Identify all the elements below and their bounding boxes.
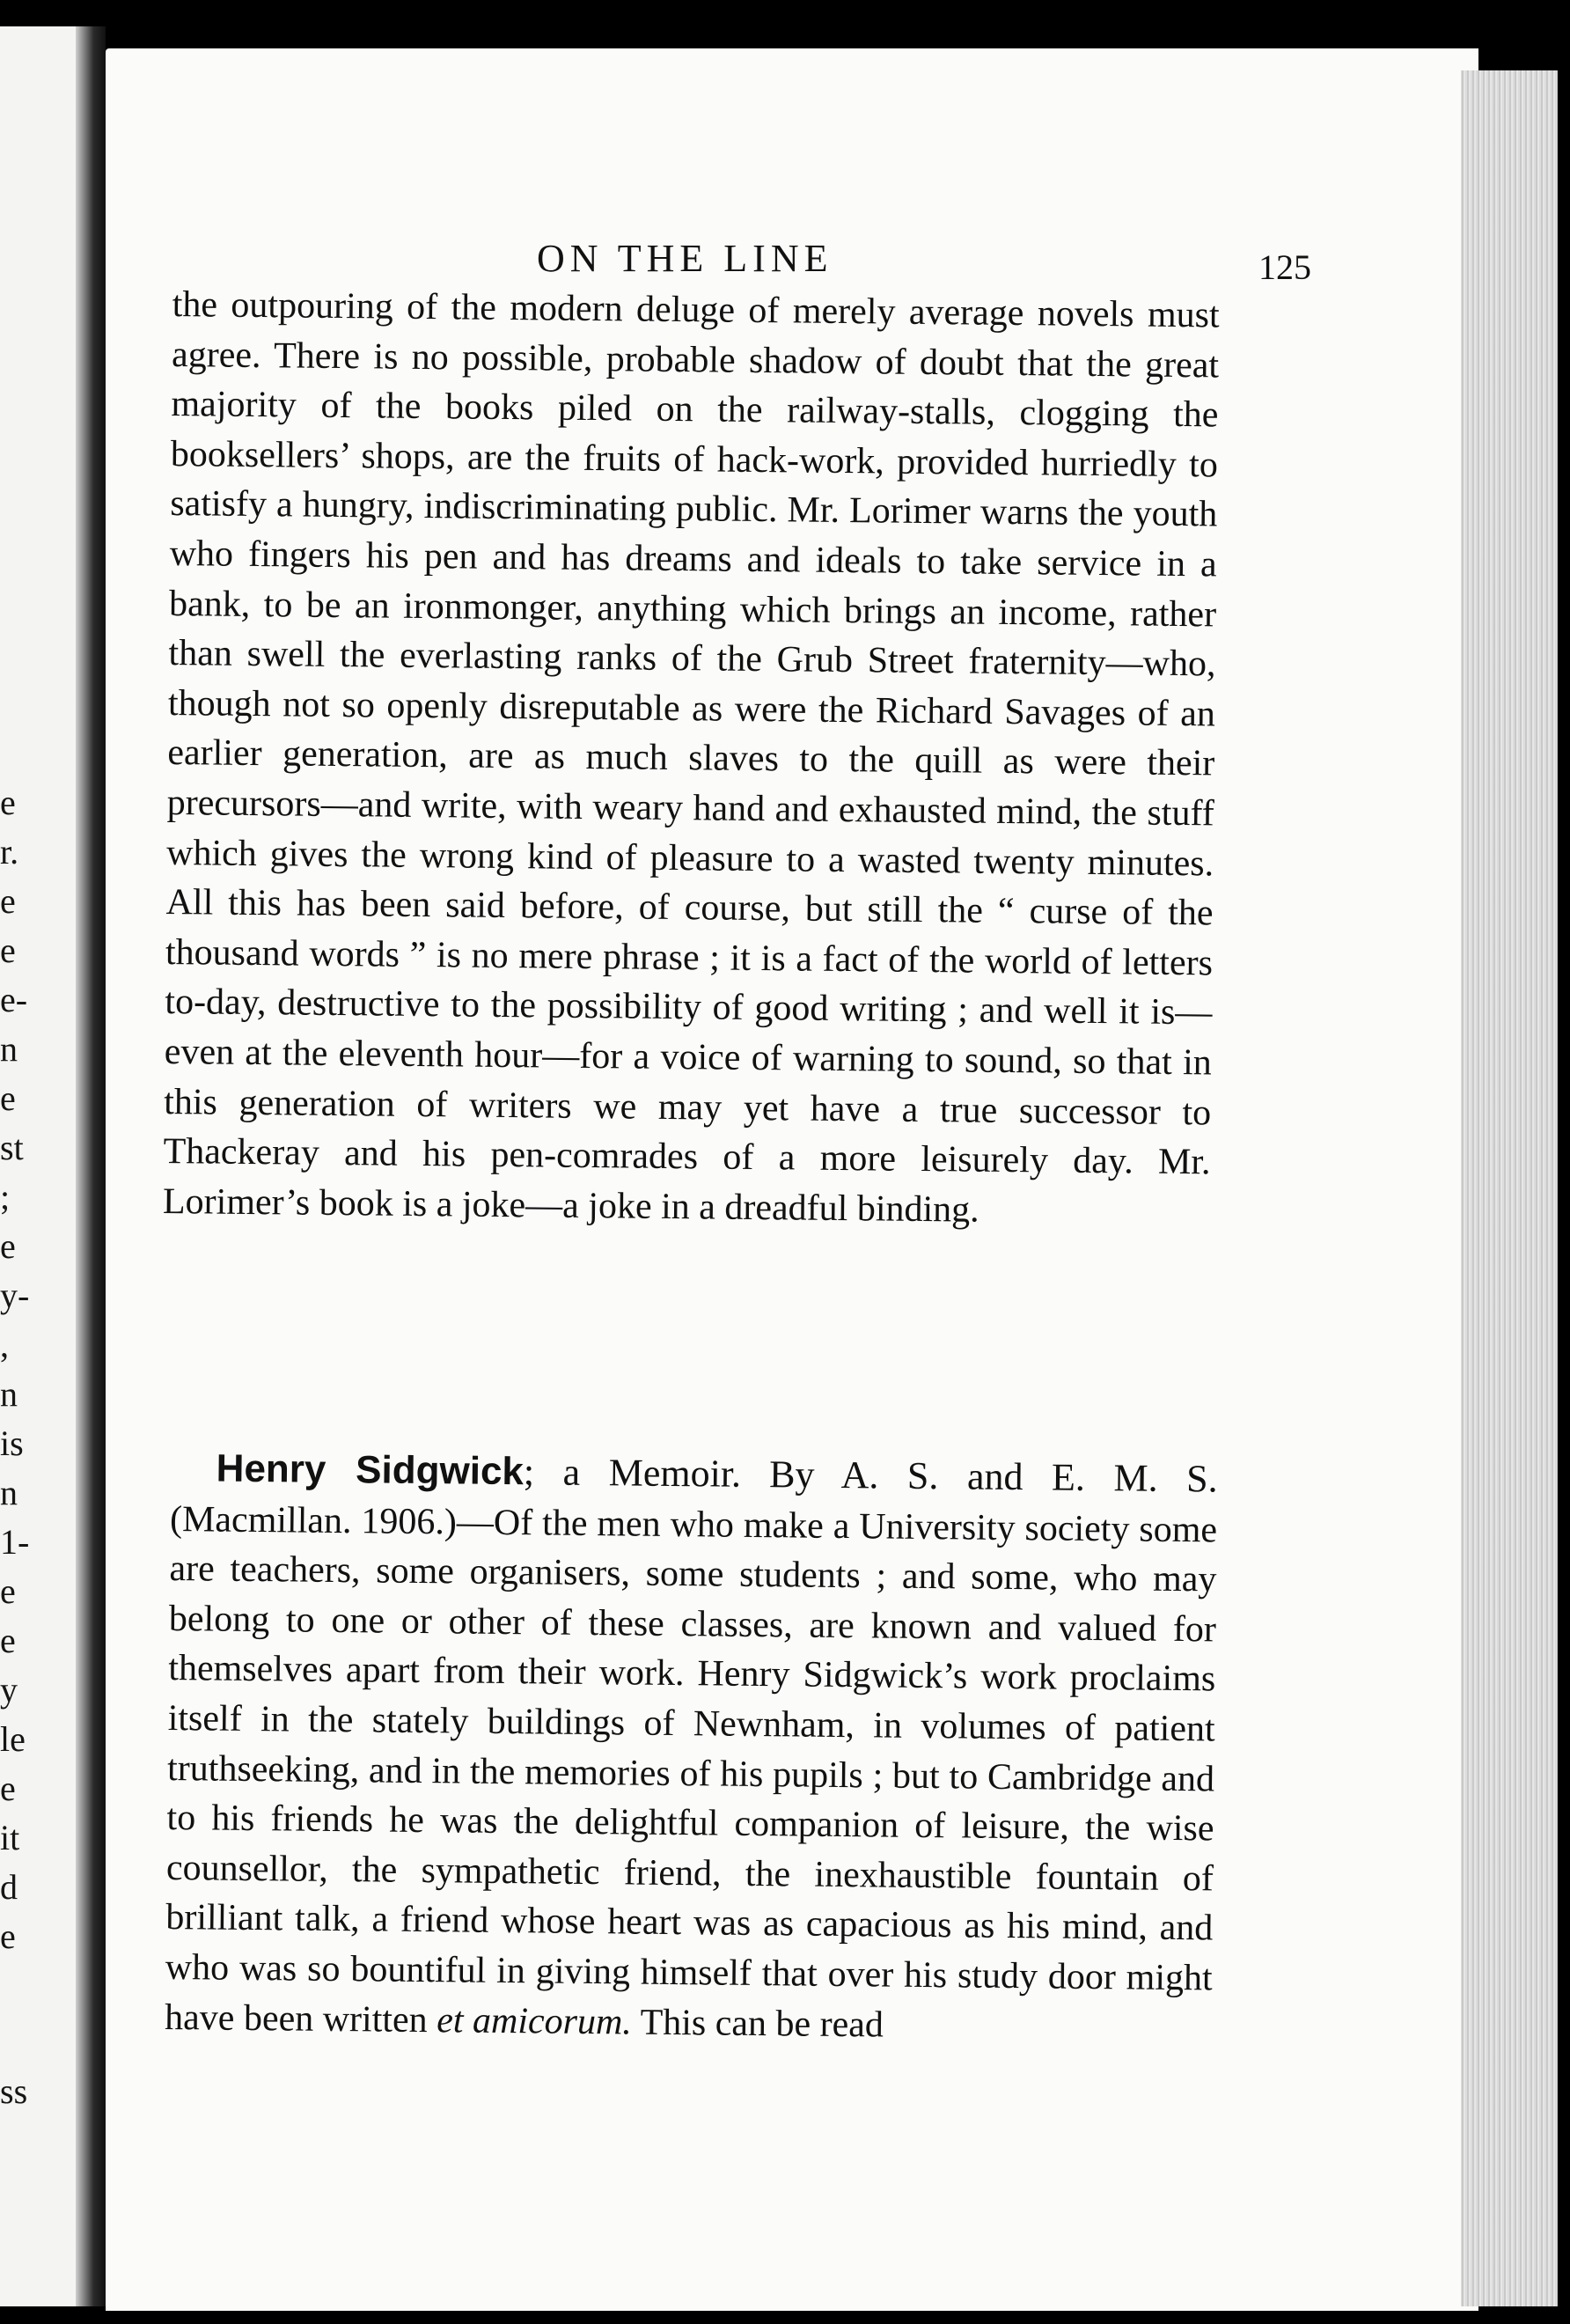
margin-fragment: e (0, 1916, 16, 1956)
book-review (165, 1444, 1218, 2054)
review-text: —Of the men who make a University society some are teachers, some organisers, some students ; and some, who may belong to one or other of these classes, are known and valued for themselves apart from their work. Henry Sidgwick’s work proclaims itself in the stately buildings of Newnham, in volumes of patient truthseeking, and in the memories of his pupils ; but to Cambridge and to his friends he was the delightful companion of leisure, the wise counsellor, the sympathetic friend, the inexhaustible fountain of brilliant talk, a friend whose heart was as capacious as his mind, and who was so bountiful in giving himself that over his study door might have been written (164, 1502, 1218, 2041)
margin-fragment: n (0, 1473, 18, 1512)
margin-fragment: e (0, 1078, 16, 1118)
margin-fragment: e (0, 881, 16, 921)
book-gutter (76, 26, 106, 2306)
review-publisher: (Macmillan. 1906.) (169, 1498, 458, 1542)
page-header (431, 236, 1311, 289)
margin-fragment: st (0, 1128, 24, 1167)
margin-fragment: y (0, 1670, 18, 1710)
review-italic-phrase: et amicorum. (436, 1999, 633, 2043)
margin-fragment: y- (0, 1276, 30, 1315)
margin-fragment: e (0, 1571, 16, 1611)
facing-page (0, 26, 106, 2306)
margin-fragment: is (0, 1423, 24, 1463)
review-paragraph (165, 1444, 1218, 2054)
margin-fragment: e (0, 1769, 16, 1808)
margin-fragment: 1- (0, 1522, 30, 1562)
margin-fragment: e (0, 1226, 16, 1266)
margin-fragment: it (0, 1818, 20, 1857)
margin-fragment: , (0, 1325, 9, 1364)
review-title: Henry Sidgwick (216, 1446, 525, 1494)
margin-fragment: e (0, 930, 16, 970)
margin-fragment: n (0, 1374, 18, 1414)
review-text-end: This can be read (640, 2002, 884, 2046)
review-subtitle: ; a Memoir. (523, 1450, 742, 1496)
margin-fragment: d (0, 1867, 18, 1907)
margin-fragment: ; (0, 1177, 11, 1217)
page-number: 125 (1258, 247, 1311, 287)
margin-fragment: e (0, 783, 16, 822)
margin-fragment: e (0, 1621, 16, 1660)
margin-fragment: ss (0, 2071, 28, 2111)
margin-fragment: le (0, 1719, 26, 1759)
paragraph: the outpouring of the modern deluge of merely average novels must agree. There is no possible, probable shadow of doubt that the great majority of the books piled on the railway-stalls, clogging the booksellers’ shops, are the fruits of hack-work, provided hurriedly to satisfy a hungry, indiscriminating public. Mr. Lorimer warns the youth who fingers his pen and has dreams and ideals to take service in a bank, to be an ironmonger, anything which brings an income, rather than swell the everlasting ranks of the Grub Street fraternity—who, though not so openly disreputable as were the Richard Savages of an earlier generation, are as much slaves to the quill as were their precursors—and write, with weary hand and exhausted mind, the stuff which gives the wrong kind of pleasure to a wasted twenty minutes. All this has been said before, of course, but still the “ curse of the thousand words ” is no mere phrase ; it is a fact of the world of letters to-day, destructive to the possibility of good writing ; and well it is—even at the eleventh hour—for a voice of warning to sound, so that in this generation of writers we may yet have a true successor to Thackeray and his pen-comrades of a more leisurely day. Mr. Lorimer’s book is a joke—a joke in a dreadful binding. (162, 283, 1220, 1231)
body-text (163, 280, 1220, 1238)
review-byline: By A. S. and E. M. S. (768, 1452, 1218, 1501)
margin-fragment: e- (0, 980, 28, 1019)
margin-fragment: n (0, 1029, 18, 1069)
running-head: ON THE LINE (537, 237, 833, 280)
margin-fragment: r. (0, 832, 19, 872)
page-edges (1461, 70, 1558, 2306)
